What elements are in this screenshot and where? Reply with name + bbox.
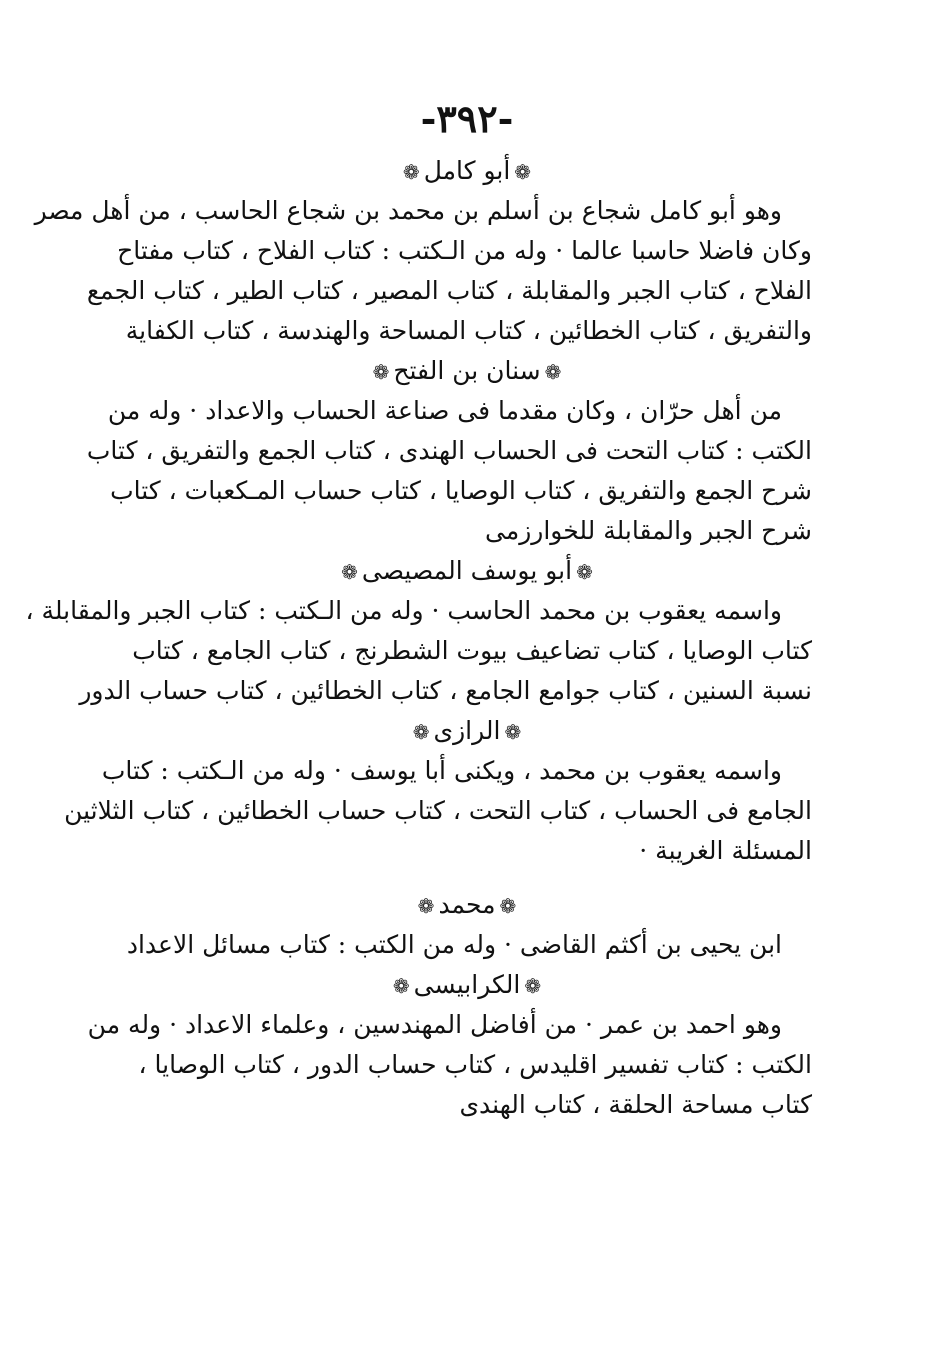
section-heading [122, 711, 812, 751]
ornament-icon: ❁ [402, 160, 420, 184]
section-heading [122, 885, 812, 925]
text-line: والتفريق ، كتاب الخطائين ، كتاب المساحة والهندسة ، كتاب الكفاية [125, 316, 812, 345]
ornament-icon: ❁ [504, 720, 522, 744]
ornament-icon: ❁ [412, 720, 430, 744]
text-line: وكان فاضلا حاسبا عالما · وله من الـكتب : كتاب الفلاح ، كتاب مفتاح [117, 236, 812, 265]
section-paragraph [122, 925, 812, 965]
text-line: كتاب مساحة الحلقة ، كتاب الهندى [459, 1090, 812, 1119]
section-heading [122, 351, 812, 391]
ornament-icon: ❁ [372, 360, 390, 384]
section-paragraph [86, 391, 812, 551]
section-heading-text: الكرابيسى [413, 970, 521, 999]
section-heading [122, 551, 812, 591]
document-page [25, 96, 812, 1125]
text-line: الكتب : كتاب التحت فى الحساب الهندى ، كتاب الجمع والتفريق ، كتاب [86, 436, 812, 465]
section-heading-text: محمد [438, 890, 496, 919]
ornament-icon: ❁ [341, 560, 358, 584]
section-paragraph [25, 591, 812, 711]
text-line: الكتب : كتاب تفسير اقليدس ، كتاب حساب الدور ، كتاب الوصايا ، [138, 1050, 812, 1079]
ornament-icon: ❁ [514, 160, 532, 184]
section-heading [122, 151, 812, 191]
text-line: وهو احمد بن عمر · من أفاضل المهندسين ، وعلماء الاعداد · وله من [87, 1010, 782, 1039]
text-line: واسمه يعقوب بن محمد ، ويكنى أبا يوسف · وله من الـكتب : كتاب [101, 756, 782, 785]
text-line: من أهل حرّان ، وكان مقدما فى صناعة الحساب والاعداد · وله من [107, 396, 782, 425]
text-line: وهو أبو كامل شجاع بن أسلم بن محمد بن شجاع الحاسب ، من أهل مصر [34, 196, 782, 225]
text-line: واسمه يعقوب بن محمد الحاسب · وله من الـكتب : كتاب الجبر والمقابلة ، [25, 596, 782, 625]
section-heading-text: الرازى [433, 716, 501, 745]
text-line: كتاب الوصايا ، كتاب تضاعيف بيوت الشطرنج ، كتاب الجامع ، كتاب [132, 636, 812, 665]
ornament-icon: ❁ [576, 560, 593, 584]
text-line: الجامع فى الحساب ، كتاب التحت ، كتاب حساب الخطائين ، كتاب الثلاثين [64, 796, 812, 825]
ornament-icon: ❁ [417, 894, 435, 918]
text-line: المسئلة الغريبة · [639, 836, 812, 865]
ornament-icon: ❁ [392, 974, 410, 998]
text-line: شرح الجبر والمقابلة للخوارزمى [484, 516, 812, 545]
section-heading-text: سنان بن الفتح [393, 356, 541, 385]
section-paragraph [87, 1005, 812, 1125]
page-number: -٣٩٢- [420, 96, 514, 141]
section-heading [122, 965, 812, 1005]
text-line: نسبة السنين ، كتاب جوامع الجامع ، كتاب الخطائين ، كتاب حساب الدور [79, 676, 812, 705]
text-line: ابن يحيى بن أكثم القاضى · وله من الكتب : كتاب مسائل الاعداد [126, 930, 782, 959]
ornament-icon: ❁ [524, 974, 542, 998]
text-line: شرح الجمع والتفريق ، كتاب الوصايا ، كتاب حساب المـكعبات ، كتاب [110, 476, 812, 505]
section-heading-text: أبو كامل [423, 156, 511, 185]
ornament-icon: ❁ [499, 894, 517, 918]
section-spacer [122, 871, 812, 885]
text-line: الفلاح ، كتاب الجبر والمقابلة ، كتاب المصير ، كتاب الطير ، كتاب الجمع [86, 276, 812, 305]
ornament-icon: ❁ [544, 360, 562, 384]
section-paragraph [64, 751, 812, 871]
section-heading-text: أبو يوسف المصيصى [361, 556, 573, 585]
section-paragraph [34, 191, 812, 351]
document-body [25, 151, 812, 1125]
